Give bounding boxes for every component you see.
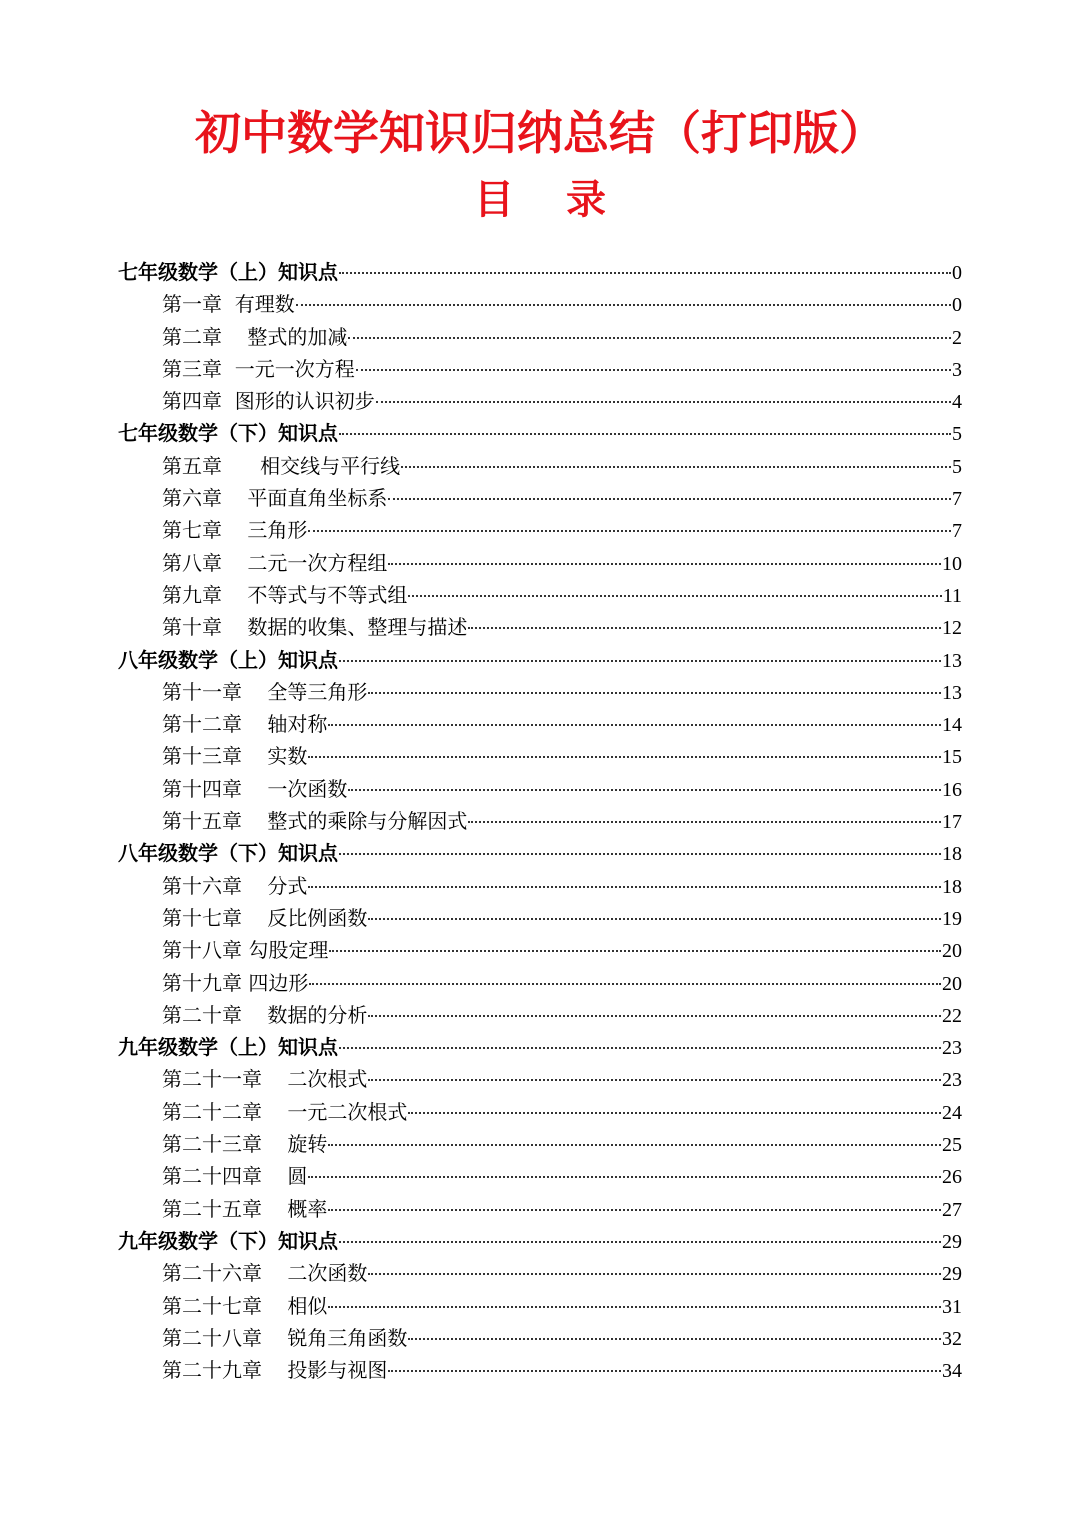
- toc-chapter-entry[interactable]: [118, 999, 962, 1031]
- toc-page-number: 3: [952, 358, 962, 381]
- toc-entry-label: 第二十章 数据的分析: [162, 1002, 368, 1027]
- toc-dot-leader: [368, 1079, 941, 1081]
- toc-page-number: 7: [952, 520, 962, 543]
- toc-page-number: 22: [942, 1004, 962, 1027]
- toc-entry-label: 第十章 数据的收集、整理与描述: [162, 615, 468, 640]
- toc-entry-label: 第十九章 四边形: [162, 970, 309, 995]
- toc-page-number: 16: [942, 778, 962, 801]
- toc-dot-leader: [339, 433, 951, 435]
- toc-chapter-entry[interactable]: [118, 611, 962, 643]
- table-of-contents: [118, 256, 962, 1386]
- toc-dot-leader: [388, 1370, 941, 1372]
- toc-page-number: 23: [942, 1069, 962, 1092]
- toc-chapter-entry[interactable]: [118, 288, 962, 320]
- toc-chapter-entry[interactable]: [118, 967, 962, 999]
- toc-dot-leader: [308, 530, 951, 532]
- toc-entry-label: 第二十二章 一元二次根式: [162, 1099, 408, 1124]
- toc-page-number: 14: [942, 714, 962, 737]
- toc-chapter-entry[interactable]: [118, 547, 962, 579]
- toc-chapter-entry[interactable]: [118, 902, 962, 934]
- toc-dot-leader: [348, 789, 941, 791]
- toc-page-number: 0: [952, 262, 962, 284]
- toc-entry-label: 第十二章 轴对称: [162, 712, 328, 737]
- toc-entry-label: 第四章 图形的认识初步: [162, 389, 375, 414]
- toc-page-number: 32: [942, 1327, 962, 1350]
- toc-page-number: 31: [942, 1295, 962, 1318]
- toc-chapter-entry[interactable]: [118, 805, 962, 837]
- toc-heading: 目录: [474, 177, 658, 223]
- toc-entry-label: 第九章 不等式与不等式组: [162, 582, 408, 607]
- toc-chapter-entry[interactable]: [118, 514, 962, 546]
- toc-entry-label: 第七章 三角形: [162, 518, 308, 543]
- toc-entry-label: 第二十八章 锐角三角函数: [162, 1325, 408, 1350]
- toc-chapter-entry[interactable]: [118, 1322, 962, 1354]
- toc-entry-label: 第十八章 勾股定理: [162, 938, 329, 963]
- toc-entry-label: 七年级数学（上）知识点: [118, 260, 338, 284]
- toc-page-number: 23: [942, 1037, 962, 1060]
- toc-chapter-entry[interactable]: [118, 870, 962, 902]
- toc-section-entry[interactable]: [118, 644, 962, 676]
- toc-page-number: 24: [942, 1101, 962, 1124]
- toc-entry-label: 第十六章 分式: [162, 873, 308, 898]
- toc-dot-leader: [368, 1015, 941, 1017]
- toc-entry-label: 七年级数学（下）知识点: [118, 421, 338, 446]
- toc-section-entry[interactable]: [118, 256, 962, 288]
- toc-chapter-entry[interactable]: [118, 708, 962, 740]
- toc-page-number: 26: [942, 1166, 962, 1189]
- toc-page-number: 34: [942, 1360, 962, 1383]
- toc-section-entry[interactable]: [118, 1225, 962, 1257]
- toc-dot-leader: [368, 918, 941, 920]
- toc-page-number: 18: [942, 875, 962, 898]
- toc-entry-label: 第二十五章 概率: [162, 1196, 328, 1221]
- toc-page-number: 15: [942, 746, 962, 769]
- toc-entry-label: 第二十七章 相似: [162, 1293, 328, 1318]
- toc-dot-leader: [348, 337, 951, 339]
- toc-page-number: 13: [942, 681, 962, 704]
- toc-entry-label: 第三章 一元一次方程: [162, 356, 355, 381]
- toc-dot-leader: [308, 756, 941, 758]
- toc-entry-label: 九年级数学（上）知识点: [118, 1035, 338, 1060]
- toc-entry-label: 第十四章 一次函数: [162, 776, 348, 801]
- toc-page-number: 17: [942, 811, 962, 834]
- toc-dot-leader: [388, 563, 941, 565]
- toc-dot-leader: [356, 369, 951, 371]
- document-title: 初中数学知识归纳总结（打印版）: [195, 106, 885, 160]
- toc-page-number: 29: [942, 1230, 962, 1253]
- toc-dot-leader: [296, 304, 951, 306]
- toc-chapter-entry[interactable]: [118, 1257, 962, 1289]
- toc-page-number: 19: [942, 907, 962, 930]
- toc-page-number: 10: [942, 552, 962, 575]
- toc-entry-label: 第十三章 实数: [162, 744, 308, 769]
- toc-page-number: 20: [942, 972, 962, 995]
- toc-chapter-entry[interactable]: [118, 482, 962, 514]
- toc-page-number: 18: [942, 843, 962, 866]
- toc-dot-leader: [368, 692, 941, 694]
- toc-entry-label: 第二十三章 旋转: [162, 1132, 328, 1157]
- toc-page-number: 11: [942, 584, 962, 607]
- toc-dot-leader: [408, 595, 941, 597]
- toc-page-number: 7: [952, 488, 962, 511]
- toc-entry-label: 第六章 平面直角坐标系: [162, 486, 388, 511]
- toc-dot-leader: [328, 1144, 941, 1146]
- toc-dot-leader: [408, 1112, 941, 1114]
- toc-chapter-entry[interactable]: [118, 1354, 962, 1386]
- toc-page-number: 5: [952, 455, 962, 478]
- toc-dot-leader: [339, 660, 941, 662]
- toc-chapter-entry[interactable]: [118, 1128, 962, 1160]
- toc-chapter-entry[interactable]: [118, 385, 962, 417]
- toc-page-number: 0: [952, 294, 962, 317]
- toc-chapter-entry[interactable]: [118, 579, 962, 611]
- toc-entry-label: 第二十九章 投影与视图: [162, 1358, 388, 1383]
- toc-dot-leader: [329, 950, 941, 952]
- toc-dot-leader: [339, 272, 951, 274]
- toc-chapter-entry[interactable]: [118, 1096, 962, 1128]
- toc-chapter-entry[interactable]: [118, 934, 962, 966]
- toc-chapter-entry[interactable]: [118, 450, 962, 482]
- toc-section-entry[interactable]: [118, 417, 962, 449]
- toc-entry-label: 第二章 整式的加减: [162, 324, 348, 349]
- toc-chapter-entry[interactable]: [118, 1160, 962, 1192]
- toc-page-number: 25: [942, 1134, 962, 1157]
- toc-dot-leader: [328, 1306, 941, 1308]
- toc-dot-leader: [308, 1176, 941, 1178]
- toc-dot-leader: [408, 1338, 941, 1340]
- toc-chapter-entry[interactable]: [118, 1063, 962, 1095]
- toc-chapter-entry[interactable]: [118, 740, 962, 772]
- toc-entry-label: 第八章 二元一次方程组: [162, 550, 388, 575]
- toc-chapter-entry[interactable]: [118, 1193, 962, 1225]
- toc-page-number: 29: [942, 1263, 962, 1286]
- toc-entry-label: 第十七章 反比例函数: [162, 905, 368, 930]
- toc-entry-label: 第二十六章 二次函数: [162, 1261, 368, 1286]
- toc-entry-label: 九年级数学（下）知识点: [118, 1228, 338, 1253]
- toc-dot-leader: [308, 886, 941, 888]
- toc-entry-label: 第五章 相交线与平行线: [162, 453, 401, 478]
- toc-dot-leader: [368, 1273, 941, 1275]
- toc-page-number: 27: [942, 1198, 962, 1221]
- toc-dot-leader: [339, 1047, 941, 1049]
- toc-dot-leader: [468, 821, 941, 823]
- toc-entry-label: 第二十一章 二次根式: [162, 1067, 368, 1092]
- toc-dot-leader: [376, 401, 951, 403]
- toc-chapter-entry[interactable]: [118, 676, 962, 708]
- toc-section-entry[interactable]: [118, 837, 962, 869]
- toc-dot-leader: [328, 724, 941, 726]
- toc-entry-label: 第一章 有理数: [162, 292, 295, 317]
- toc-entry-label: 第十五章 整式的乘除与分解因式: [162, 809, 468, 834]
- toc-dot-leader: [468, 627, 941, 629]
- toc-entry-label: 八年级数学（上）知识点: [118, 647, 338, 672]
- toc-page-number: 4: [952, 391, 962, 414]
- toc-entry-label: 八年级数学（下）知识点: [118, 841, 338, 866]
- toc-dot-leader: [401, 466, 951, 468]
- toc-chapter-entry[interactable]: [118, 773, 962, 805]
- toc-page-number: 20: [942, 940, 962, 963]
- toc-dot-leader: [309, 983, 941, 985]
- toc-dot-leader: [388, 498, 951, 500]
- toc-chapter-entry[interactable]: [118, 321, 962, 353]
- toc-dot-leader: [339, 1241, 941, 1243]
- toc-page-number: 13: [942, 649, 962, 672]
- toc-page-number: 5: [952, 423, 962, 446]
- toc-section-entry[interactable]: [118, 1031, 962, 1063]
- toc-dot-leader: [339, 853, 941, 855]
- toc-entry-label: 第二十四章 圆: [162, 1164, 308, 1189]
- toc-page-number: 12: [942, 617, 962, 640]
- toc-chapter-entry[interactable]: [118, 353, 962, 385]
- toc-chapter-entry[interactable]: [118, 1290, 962, 1322]
- toc-dot-leader: [328, 1209, 941, 1211]
- toc-entry-label: 第十一章 全等三角形: [162, 679, 368, 704]
- toc-page-number: 2: [952, 326, 962, 349]
